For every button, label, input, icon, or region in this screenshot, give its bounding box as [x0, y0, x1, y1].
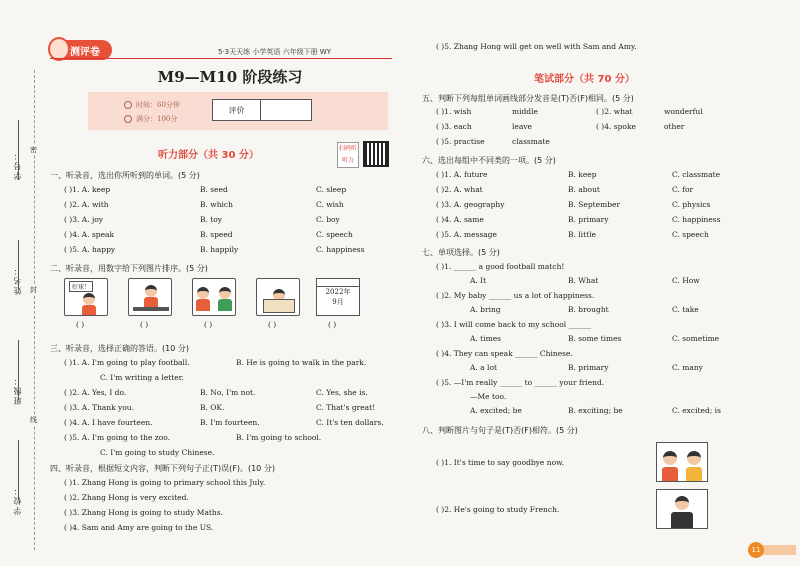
statement[interactable]: ( )5. Zhang Hong will get on well with Sam and Amy.	[436, 42, 637, 51]
listening-title: 听力部分（共 30 分）	[158, 150, 259, 161]
desk-icon	[133, 307, 169, 311]
calendar-month: 9月	[332, 298, 344, 306]
answer-paren[interactable]: ( )	[328, 320, 337, 329]
option-b[interactable]: B. about	[568, 185, 600, 194]
person-body	[82, 305, 96, 316]
seal-mark: 密	[30, 146, 37, 154]
word-pair-b[interactable]: ( )2. what	[596, 107, 633, 116]
book-info: 5·3天天练 小学英语 六年级下册 WY	[218, 48, 332, 56]
option-a[interactable]: ( )4. A. same	[436, 215, 484, 224]
goodbye-picture	[656, 442, 708, 482]
option-c[interactable]: C. physics	[672, 200, 711, 209]
option-a[interactable]: A. excited; be	[470, 406, 522, 415]
option-a[interactable]: ( )2. A. what	[436, 185, 483, 194]
option-a[interactable]: ( )3. A. geography	[436, 200, 505, 209]
study-picture	[656, 489, 708, 529]
word-pair-a-2: leave	[512, 122, 532, 131]
picture-1	[64, 278, 108, 316]
student-id-label: 学号：	[13, 150, 22, 180]
option-c[interactable]: C. happiness	[672, 215, 721, 224]
book-icon	[263, 299, 295, 313]
option-b[interactable]: B. primary	[568, 215, 609, 224]
option-c[interactable]: C. sometime	[672, 334, 720, 343]
boy-face-icon	[687, 451, 701, 465]
test-badge	[50, 40, 112, 60]
calendar-year: 2022年	[325, 288, 351, 296]
badge-text: 测评卷	[70, 46, 100, 58]
time-row	[124, 100, 180, 110]
girl-shirt	[662, 467, 678, 481]
answer-paren[interactable]: ( )	[268, 320, 277, 329]
option-b[interactable]: B. What	[568, 276, 599, 285]
option-b[interactable]: B. exciting; be	[568, 406, 623, 415]
written-title: 笔试部分（共 70 分）	[534, 74, 635, 85]
option-a[interactable]: ( )2. A. Yes, I do.	[64, 388, 127, 397]
question[interactable]: ( )3. I will come back to my school ______	[436, 320, 592, 329]
option-a[interactable]: A. It	[470, 276, 487, 285]
boy-icon-2	[219, 287, 231, 299]
header-divider	[50, 58, 392, 59]
section-2-head: 二、听录音，用数字给下列图片排序。(5 分)	[50, 264, 208, 273]
question-reply: —Me too.	[470, 392, 507, 401]
boy-body-2	[218, 299, 232, 311]
page-title: M9—M10 阶段练习	[157, 68, 303, 86]
seal-mark-3: 线	[30, 416, 37, 424]
question[interactable]: ( )4. They can speak ______ Chinese.	[436, 349, 573, 358]
option-c[interactable]: C. wish	[316, 200, 344, 209]
option-c[interactable]: C. boy	[316, 215, 340, 224]
class-line	[18, 340, 19, 400]
section-8-head: 八、判断图片与句子是(T)否(F)相符。(5 分)	[422, 426, 578, 435]
school-line	[18, 440, 19, 500]
time-label: 时间：60分钟	[136, 101, 180, 109]
option-c[interactable]: C. take	[672, 305, 699, 314]
qr-caption: 扫码听听力	[337, 142, 359, 168]
statement[interactable]: ( )2. Zhang Hong is very excited.	[64, 493, 189, 502]
answer-paren[interactable]: ( )	[76, 320, 85, 329]
option-c[interactable]: C. That's great!	[316, 403, 376, 412]
option-a[interactable]: A. a lot	[470, 363, 497, 372]
student-face-icon	[675, 496, 689, 510]
seal-mark-2: 封	[30, 286, 37, 294]
word-pair-a[interactable]: ( )5. practise	[436, 137, 485, 146]
option-b[interactable]: B. which	[200, 200, 233, 209]
picture-3	[192, 278, 236, 316]
grade-label: 评价	[213, 100, 261, 120]
question[interactable]: ( )1. ______ a good football match!	[436, 262, 565, 271]
option-c[interactable]: C. classmate	[672, 170, 721, 179]
answer-paren[interactable]: ( )	[140, 320, 149, 329]
option-c[interactable]: C. speech	[672, 230, 709, 239]
option-b[interactable]: B. primary	[568, 363, 609, 372]
cut-line	[34, 70, 35, 550]
option-a[interactable]: A. bring	[470, 305, 501, 314]
option-c[interactable]: C. I'm going to study Chinese.	[100, 448, 215, 457]
word-pair-a-2: classmate	[512, 137, 550, 146]
option-a[interactable]: ( )2. A. with	[64, 200, 109, 209]
answer-paren[interactable]: ( )	[204, 320, 213, 329]
grade-table	[212, 99, 312, 121]
girl-face-icon	[663, 451, 677, 465]
option-a[interactable]: ( )1. A. keep	[64, 185, 111, 194]
girl-icon	[197, 287, 209, 299]
option-c[interactable]: C. many	[672, 363, 703, 372]
statement[interactable]: ( )4. Sam and Amy are going to the US.	[64, 523, 214, 532]
section-4-head: 四、听录音，根据短文内容，判断下列句子正(T)误(F)。(10 分)	[50, 464, 275, 473]
option-b[interactable]: B. OK.	[200, 403, 225, 412]
speech-bubble: 好球！	[69, 281, 93, 292]
option-a[interactable]: ( )1. A. future	[436, 170, 488, 179]
option-b[interactable]: B. I'm going to school.	[236, 433, 322, 442]
class-label: 班级：	[13, 375, 22, 405]
option-c[interactable]: C. for	[672, 185, 694, 194]
grade-cell[interactable]	[261, 100, 311, 120]
page-number: 11	[748, 542, 764, 558]
option-c[interactable]: C. It's ten dollars.	[316, 418, 384, 427]
question[interactable]: ( )5. —I'm really ______ to ______ your friend.	[436, 378, 605, 387]
option-b[interactable]: B. little	[568, 230, 596, 239]
binding-margin	[0, 0, 48, 566]
option-c[interactable]: C. sleep	[316, 185, 347, 194]
person-icon	[83, 293, 95, 305]
name-label: 姓名：	[13, 265, 22, 295]
word-pair-a-2: middle	[512, 107, 538, 116]
section-1-head: 一、听录音，选出你所听到的单词。(5 分)	[50, 171, 200, 180]
picture-2	[128, 278, 172, 316]
question[interactable]: ( )2. My baby ______ us a lot of happiness.	[436, 291, 595, 300]
option-b[interactable]: B. some times	[568, 334, 622, 343]
section-3-head: 三、听录音，选择正确的答语。(10 分)	[50, 344, 189, 353]
option-a[interactable]: ( )4. A. I have fourteen.	[64, 418, 153, 427]
option-b[interactable]: B. speed	[200, 230, 233, 239]
calendar-icon	[316, 278, 360, 316]
student-id-line	[18, 120, 19, 180]
option-c[interactable]: C. I'm writing a letter.	[100, 373, 184, 382]
option-c[interactable]: C. speech	[316, 230, 353, 239]
option-b[interactable]: B. happily	[200, 245, 239, 254]
option-a[interactable]: A. times	[470, 334, 501, 343]
option-b[interactable]: B. keep	[568, 170, 597, 179]
option-b[interactable]: B. September	[568, 200, 621, 209]
option-c[interactable]: C. Yes, she is.	[316, 388, 368, 397]
name-line	[18, 240, 19, 290]
option-a[interactable]: ( )4. A. speak	[64, 230, 115, 239]
statement[interactable]: ( )3. Zhang Hong is going to study Maths.	[64, 508, 223, 517]
option-c[interactable]: C. How	[672, 276, 700, 285]
picture-4	[256, 278, 300, 316]
section-5-head: 五、判断下列每组单词画线部分发音是(T)否(F)相同。(5 分)	[422, 94, 634, 103]
word-pair-a[interactable]: ( )1. wish	[436, 107, 472, 116]
score-label: 满分：100分	[136, 115, 178, 123]
option-a[interactable]: ( )3. A. Thank you.	[64, 403, 134, 412]
check-icon	[124, 115, 132, 123]
word-pair-a[interactable]: ( )3. each	[436, 122, 472, 131]
score-row	[124, 114, 177, 124]
section-6-head: 六、选出每组中不同类的一项。(5 分)	[422, 156, 556, 165]
option-b[interactable]: B. I'm fourteen.	[200, 418, 260, 427]
option-b[interactable]: B. brought	[568, 305, 609, 314]
option-b[interactable]: B. toy	[200, 215, 223, 224]
option-a[interactable]: ( )1. A. I'm going to play football.	[64, 358, 190, 367]
girl-body	[196, 299, 210, 311]
school-label: 学校：	[13, 485, 22, 515]
option-a[interactable]: ( )5. A. happy	[64, 245, 116, 254]
word-pair-b-2: other	[664, 122, 685, 131]
option-b[interactable]: B. No, I'm not.	[200, 388, 256, 397]
option-a[interactable]: ( )3. A. joy	[64, 215, 104, 224]
qr-code-icon[interactable]	[363, 141, 389, 167]
statement[interactable]: ( )1. It's time to say goodbye now.	[436, 458, 565, 467]
option-a[interactable]: ( )5. A. message	[436, 230, 497, 239]
clock-icon	[124, 101, 132, 109]
student-body	[671, 512, 693, 528]
boy-icon	[145, 285, 157, 297]
option-a[interactable]: ( )5. A. I'm going to the zoo.	[64, 433, 171, 442]
section-7-head: 七、单项选择。(5 分)	[422, 248, 500, 257]
boy-shirt	[686, 467, 702, 481]
option-c[interactable]: C. happiness	[316, 245, 365, 254]
statement[interactable]: ( )2. He's going to study French.	[436, 505, 560, 514]
option-c[interactable]: C. excited; is	[672, 406, 721, 415]
option-b[interactable]: B. He is going to walk in the park.	[236, 358, 367, 367]
word-pair-b[interactable]: ( )4. spoke	[596, 122, 636, 131]
word-pair-b-2: wonderful	[664, 107, 703, 116]
statement[interactable]: ( )1. Zhang Hong is going to primary school this July.	[64, 478, 266, 487]
option-b[interactable]: B. seed	[200, 185, 228, 194]
